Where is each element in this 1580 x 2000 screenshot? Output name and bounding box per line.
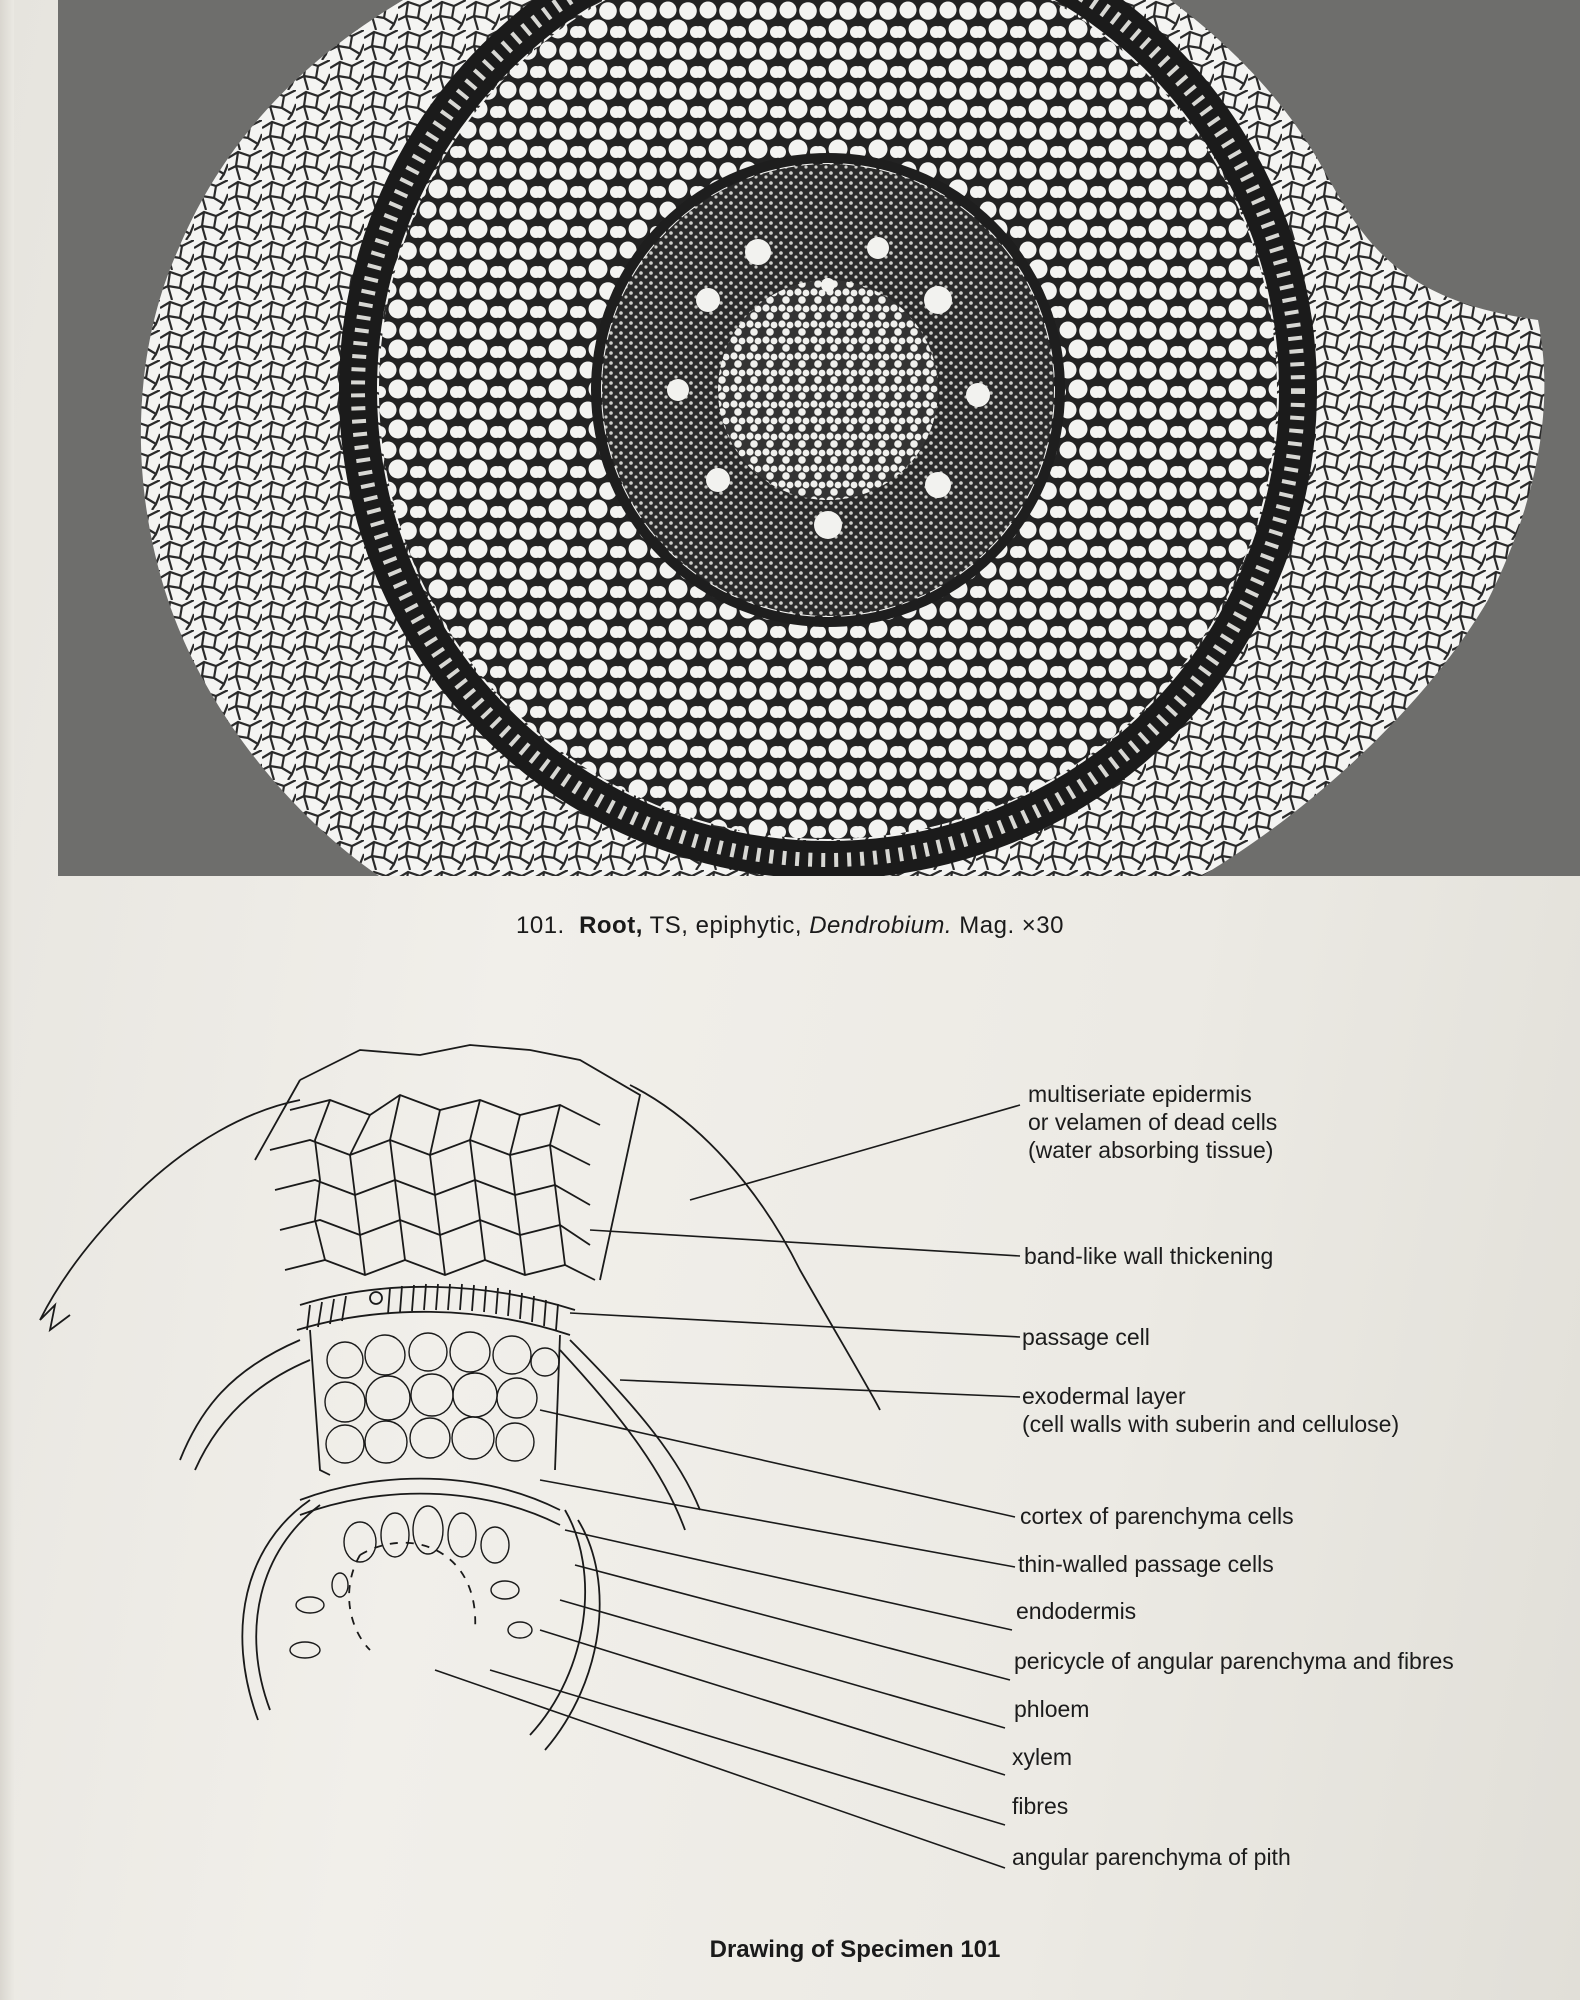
label-pericycle: pericycle of angular parenchyma and fibres bbox=[1014, 1648, 1454, 1674]
figure-genus: Dendrobium. bbox=[809, 912, 953, 939]
line-drawing bbox=[0, 1030, 1580, 1930]
label-fibres: fibres bbox=[1012, 1793, 1069, 1819]
label-velamen-line-1: multiseriate epidermis bbox=[1028, 1081, 1252, 1107]
label-band-thickening: band-like wall thickening bbox=[1024, 1243, 1274, 1269]
figure-magnification: Mag. ×30 bbox=[959, 912, 1064, 939]
figure-title-rest: TS, epiphytic, bbox=[649, 912, 803, 939]
label-velamen bbox=[1028, 1080, 1277, 1164]
label-exodermal-line-1: exodermal layer bbox=[1022, 1383, 1186, 1409]
label-exodermal bbox=[1022, 1382, 1399, 1438]
label-thin-walled-passage-cells: thin-walled passage cells bbox=[1018, 1551, 1274, 1577]
specimen-drawing bbox=[0, 1030, 1580, 1930]
drawing-title: Drawing of Specimen 101 bbox=[709, 1936, 1001, 1963]
label-passage-cell: passage cell bbox=[1022, 1324, 1150, 1350]
label-endodermis: endodermis bbox=[1016, 1598, 1137, 1624]
label-pith: angular parenchyma of pith bbox=[1012, 1844, 1291, 1870]
figure-title-bold: Root, bbox=[579, 912, 643, 939]
label-xylem: xylem bbox=[1012, 1744, 1073, 1770]
label-exodermal-line-2: (cell walls with suberin and cellulose) bbox=[1022, 1411, 1400, 1437]
figure-number: 101. bbox=[516, 912, 565, 939]
root-micrograph bbox=[58, 0, 1580, 876]
figure-caption bbox=[0, 912, 1580, 940]
label-velamen-line-3: (water absorbing tissue) bbox=[1028, 1137, 1274, 1163]
label-cortex: cortex of parenchyma cells bbox=[1020, 1503, 1294, 1529]
root-cross-section-photo bbox=[58, 0, 1580, 876]
label-phloem: phloem bbox=[1014, 1696, 1090, 1722]
label-velamen-line-2: or velamen of dead cells bbox=[1028, 1109, 1278, 1135]
